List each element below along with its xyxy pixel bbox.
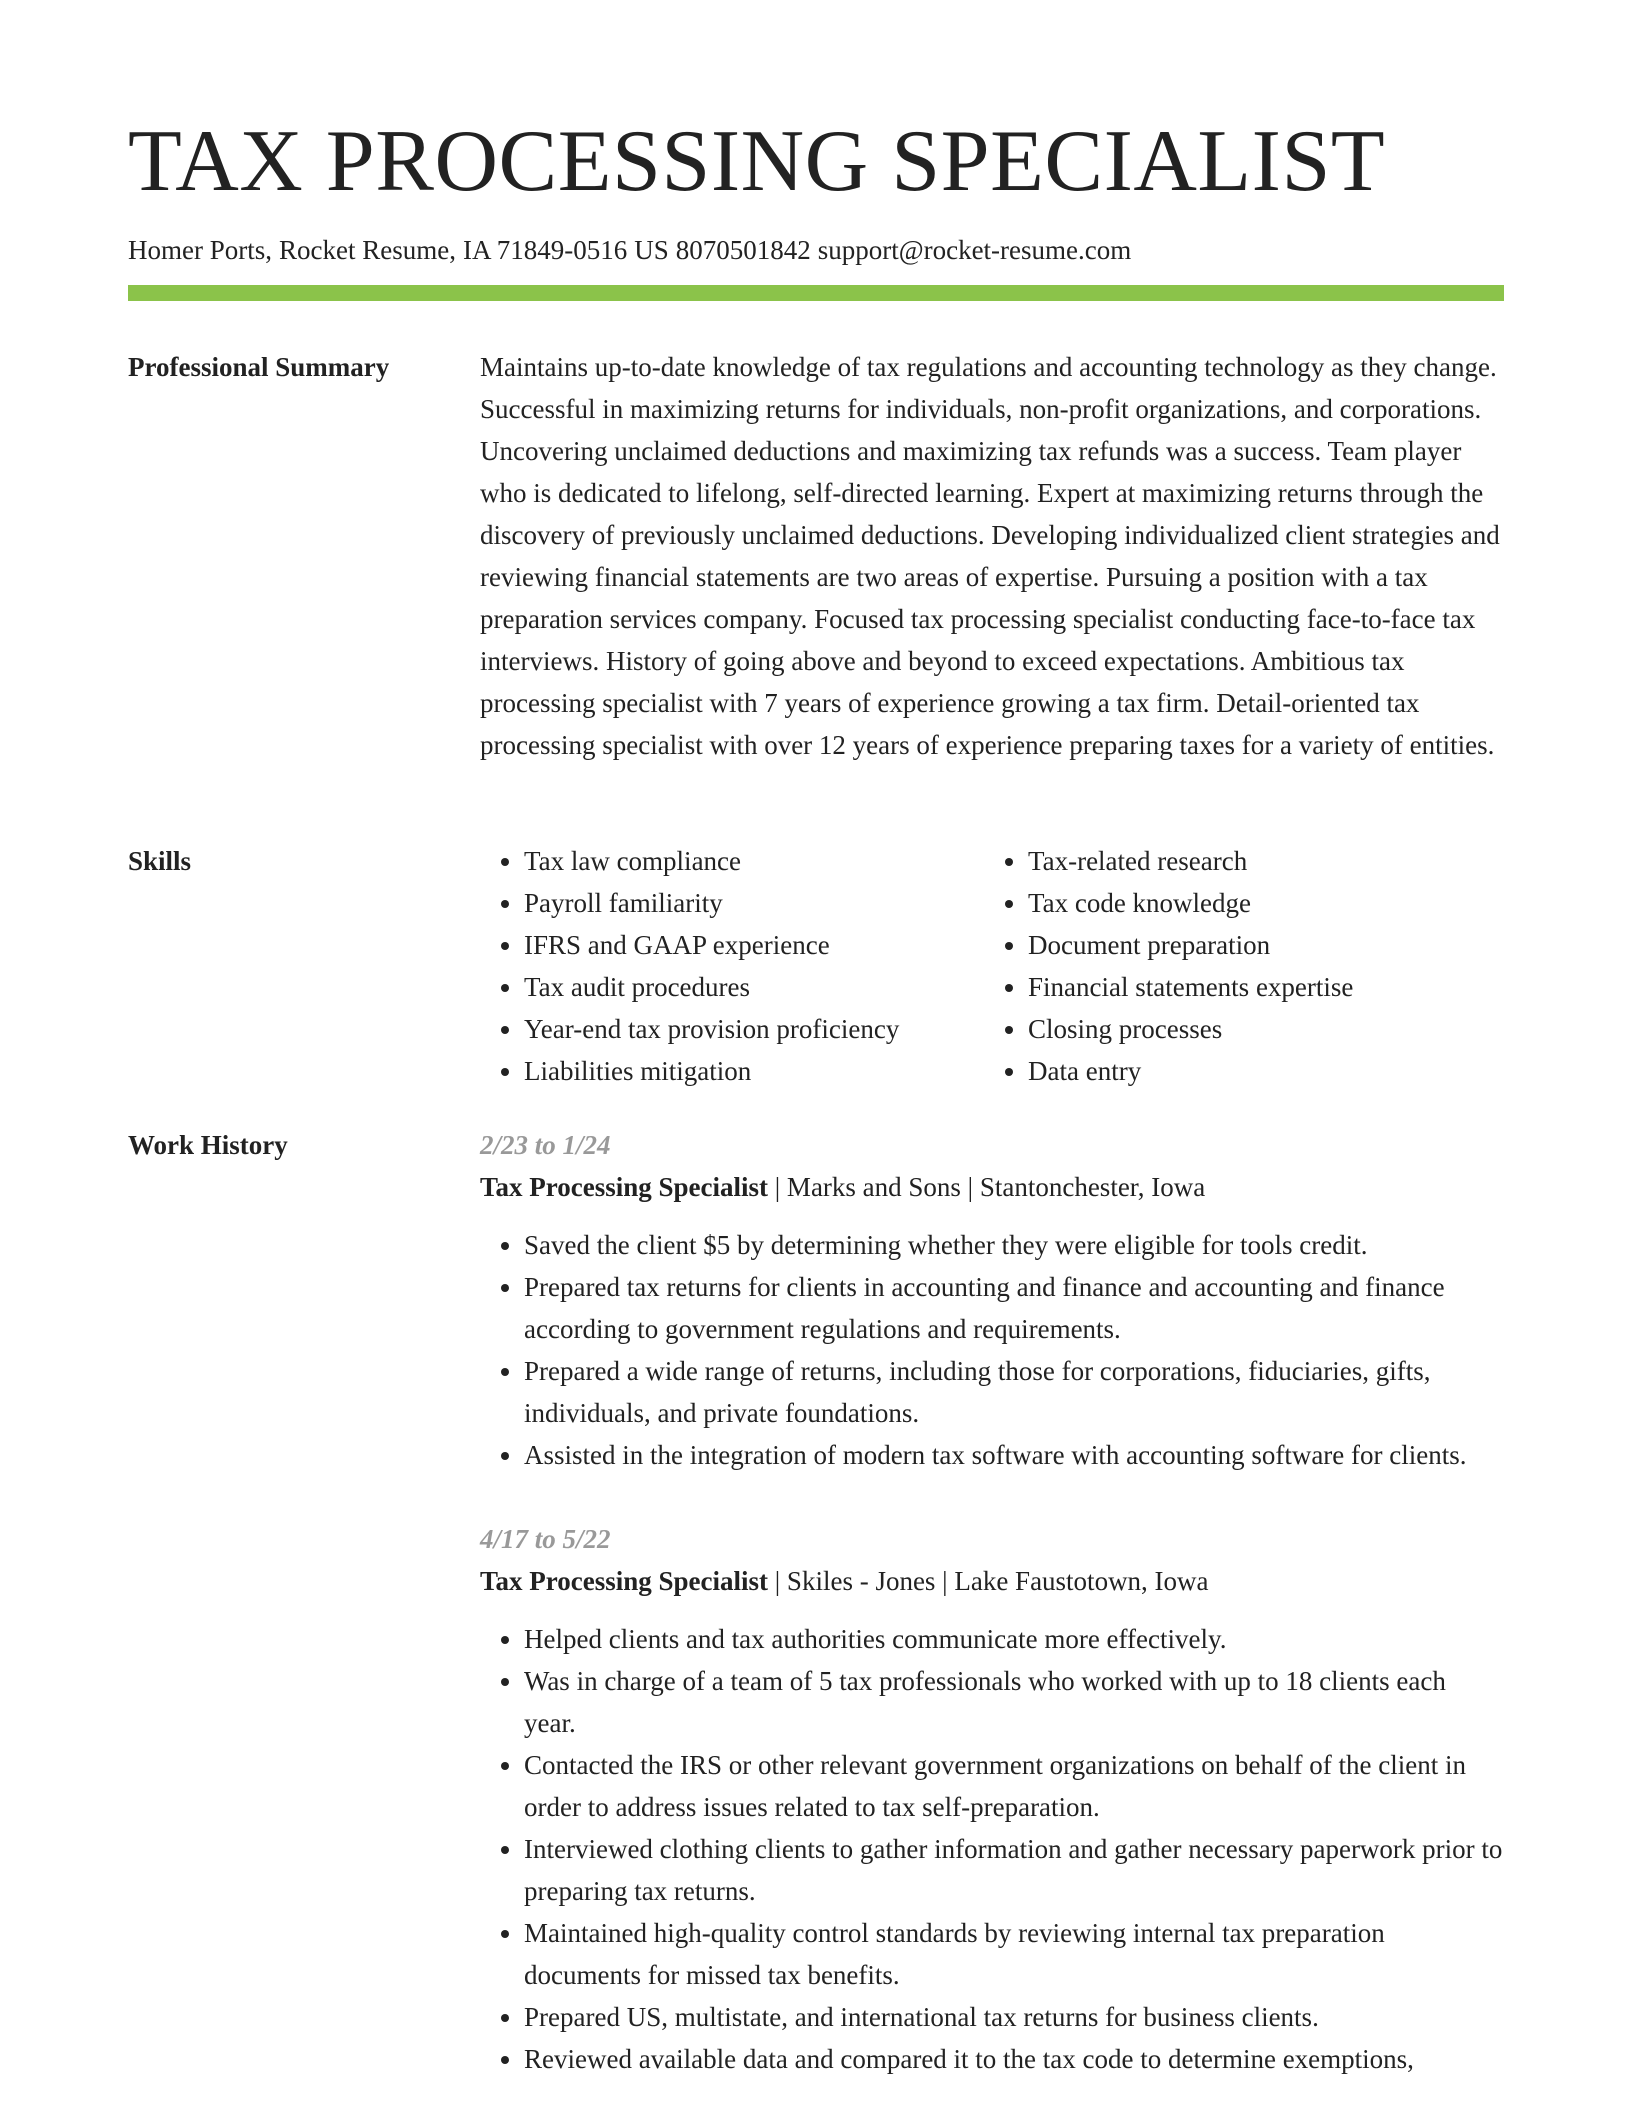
job-header xyxy=(480,1560,1504,1602)
skill-item: • IFRS and GAAP experience xyxy=(524,924,984,966)
job-title: Tax Processing Specialist xyxy=(480,1566,769,1596)
header-divider xyxy=(128,285,1504,301)
summary-text: Maintains up-to-date knowledge of tax regulations and accounting technology as they change. Successful in maximizing returns for individuals, non-profit organizations, and corporations. Uncovering unclaimed deductions and maximizing tax refunds was a success. Team player who is dedicated to lifelong, self-directed learning. Expert at maximizing returns through the discovery of previously unclaimed deductions. Developing individualized client strategies and reviewing financial statements are two areas of expertise. Pursuing a position with a tax preparation services company. Focused tax processing specialist conducting face-to-face tax interviews. History of going above and beyond to exceed expectations. Ambitious tax processing specialist with 7 years of experience growing a tax firm. Detail-oriented tax processing specialist with over 12 years of experience preparing taxes for a variety of entities. xyxy=(480,352,1500,760)
skill-item: • Payroll familiarity xyxy=(524,882,984,924)
work-history-heading: Work History xyxy=(128,1130,288,1160)
summary-heading: Professional Summary xyxy=(128,352,390,382)
job-bullet: • Was in charge of a team of 5 tax professionals who worked with up to 18 clients each year. xyxy=(524,1660,1504,1744)
contact-city: Rocket Resume, xyxy=(279,235,456,265)
job-dates: 2/23 to 1/24 xyxy=(480,1130,611,1160)
contact-email: support@rocket-resume.com xyxy=(817,235,1132,265)
skills-body xyxy=(480,840,1504,1092)
skills-heading: Skills xyxy=(128,846,192,876)
job-details: | Marks and Sons | Stantonchester, Iowa xyxy=(768,1172,1206,1202)
job-bullet: • Saved the client $5 by determining whether they were eligible for tools credit. xyxy=(524,1224,1504,1266)
skill-item: • Tax law compliance xyxy=(524,840,984,882)
contact-name: Homer Ports, xyxy=(128,235,272,265)
contact-line xyxy=(128,232,1131,268)
skill-item: • Tax code knowledge xyxy=(1028,882,1488,924)
skill-item: • Document preparation xyxy=(1028,924,1488,966)
job-dates: 4/17 to 5/22 xyxy=(480,1524,611,1554)
job-bullet: • Contacted the IRS or other relevant government organizations on behalf of the client in order to address issues related to tax self-preparation. xyxy=(524,1744,1504,1828)
summary-body xyxy=(480,346,1504,766)
skill-item: • Tax-related research xyxy=(1028,840,1488,882)
job-bullet: • Prepared a wide range of returns, including those for corporations, fiduciaries, gifts, individuals, and private foundations. xyxy=(524,1350,1504,1434)
job-entry xyxy=(480,1124,1504,1476)
job-bullet: • Reviewed available data and compared it to the tax code to determine exemptions, xyxy=(524,2038,1504,2080)
skills-list-right xyxy=(984,840,1488,1092)
contact-phone: 8070501842 xyxy=(675,235,811,265)
job-bullet: • Prepared US, multistate, and international tax returns for business clients. xyxy=(524,1996,1504,2038)
job-entry xyxy=(480,1518,1504,2080)
job-details: | Skiles - Jones | Lake Faustotown, Iowa xyxy=(768,1566,1209,1596)
job-bullet: • Interviewed clothing clients to gather information and gather necessary paperwork prior to preparing tax returns. xyxy=(524,1828,1504,1912)
job-bullet: • Assisted in the integration of modern tax software with accounting software for clients. xyxy=(524,1434,1504,1476)
contact-country: US xyxy=(634,235,669,265)
skill-item: • Closing processes xyxy=(1028,1008,1488,1050)
skill-item: • Financial statements expertise xyxy=(1028,966,1488,1008)
skill-item: • Year-end tax provision proficiency xyxy=(524,1008,984,1050)
contact-state-zip: IA 71849-0516 xyxy=(462,235,628,265)
skills-list-left xyxy=(480,840,984,1092)
skill-item: • Data entry xyxy=(1028,1050,1488,1092)
resume-title: TAX PROCESSING SPECIALIST xyxy=(128,113,1386,210)
job-title: Tax Processing Specialist xyxy=(480,1172,769,1202)
job-bullet: • Prepared tax returns for clients in accounting and finance and accounting and finance according to government regulations and requirements. xyxy=(524,1266,1504,1350)
job-bullets xyxy=(480,1618,1504,2080)
job-header xyxy=(480,1166,1504,1208)
job-bullets xyxy=(480,1224,1504,1476)
job-bullet: • Helped clients and tax authorities communicate more effectively. xyxy=(524,1618,1504,1660)
skill-item: • Liabilities mitigation xyxy=(524,1050,984,1092)
work-history-body xyxy=(480,1124,1504,2080)
skill-item: • Tax audit procedures xyxy=(524,966,984,1008)
job-bullet: • Maintained high-quality control standards by reviewing internal tax preparation documents for missed tax benefits. xyxy=(524,1912,1504,1996)
